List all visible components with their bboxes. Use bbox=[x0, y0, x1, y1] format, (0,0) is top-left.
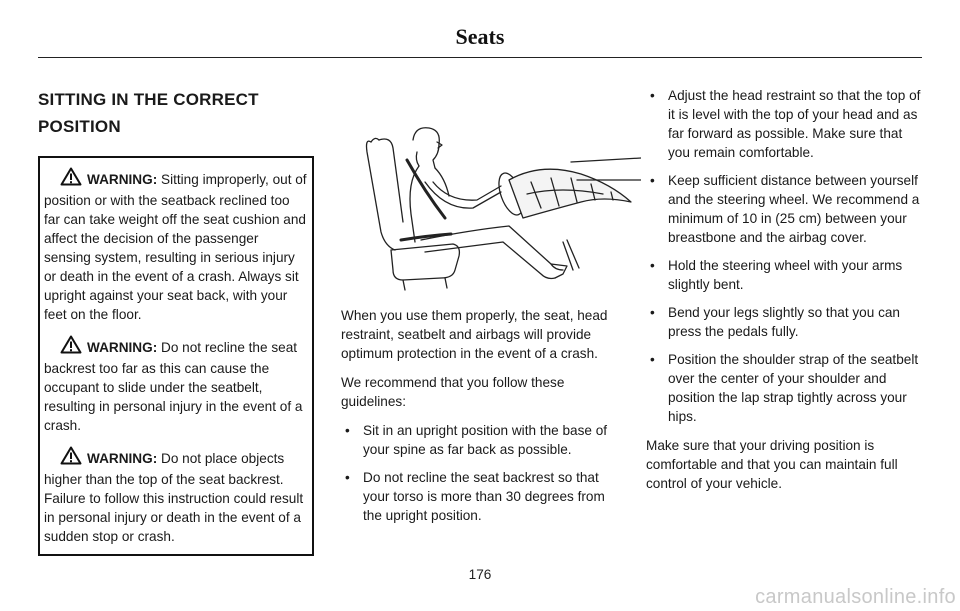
warning-1 bbox=[44, 167, 308, 324]
warning-label: WARNING: bbox=[87, 172, 158, 187]
page-header-title: Seats bbox=[455, 24, 505, 49]
warning-triangle-icon bbox=[60, 335, 82, 359]
warning-text: Do not recline the seat backrest too far as this can cause the occupant to slide under the seatbelt, resulting in personal injury in the event of a crash. bbox=[44, 340, 303, 433]
recommend-paragraph: We recommend that you follow these guidelines: bbox=[341, 375, 565, 409]
closing-paragraph: Make sure that your driving position is comfortable and that you can maintain full control of your vehicle. bbox=[646, 438, 898, 491]
list-item: • Position the shoulder strap of the seatbelt over the center of your shoulder and position the lap strap tightly across your hips. bbox=[646, 350, 924, 426]
list-item: • Hold the steering wheel with your arms slightly bent. bbox=[646, 256, 924, 294]
list-item: • Sit in an upright position with the base of your spine as far back as possible. bbox=[341, 421, 620, 459]
page-number: 176 bbox=[468, 567, 492, 582]
guidelines-list-left bbox=[341, 421, 620, 525]
warning-3 bbox=[44, 446, 308, 546]
center-column bbox=[341, 306, 620, 535]
warning-text: Do not place objects higher than the top of the seat backrest. Failure to follow this instruction could result in personal injury or death in the event of a sudden stop or crash. bbox=[44, 451, 304, 544]
list-item: • Adjust the head restraint so that the top of it is level with the top of your head and as far forward as possible. Make sure that you remain comfortable. bbox=[646, 86, 924, 162]
intro-paragraph: When you use them properly, the seat, head restraint, seatbelt and airbags will provide optimum protection in the event of a crash. bbox=[341, 308, 608, 361]
warning-2 bbox=[44, 335, 308, 435]
warning-label: WARNING: bbox=[87, 340, 158, 355]
warning-box bbox=[38, 156, 314, 556]
header-divider bbox=[38, 57, 922, 58]
list-item: • Keep sufficient distance between yourself and the steering wheel. We recommend a minimum of 10 in (25 cm) between your breastbone and the airbag cover. bbox=[646, 171, 924, 247]
seated-driver-illustration bbox=[341, 122, 641, 302]
right-column bbox=[646, 86, 924, 503]
watermark: carmanualsonline.info bbox=[755, 586, 956, 608]
guidelines-list-right bbox=[646, 86, 924, 426]
warning-triangle-icon bbox=[60, 446, 82, 470]
list-item: • Do not recline the seat backrest so that your torso is more than 30 degrees from the upright position. bbox=[341, 468, 620, 525]
warning-label: WARNING: bbox=[87, 451, 158, 466]
warning-triangle-icon bbox=[60, 167, 82, 191]
section-heading: SITTING IN THE CORRECT POSITION bbox=[38, 90, 259, 136]
list-item: • Bend your legs slightly so that you can press the pedals fully. bbox=[646, 303, 924, 341]
left-column bbox=[38, 86, 314, 556]
warning-text: Sitting improperly, out of position or with the seatback reclined too far can take weight off the seat cushion and affect the decision of the passenger sensing system, resulting in serious injury or death in the event of a crash. Always sit upright against your seat back, with your feet on the floor. bbox=[44, 172, 307, 322]
